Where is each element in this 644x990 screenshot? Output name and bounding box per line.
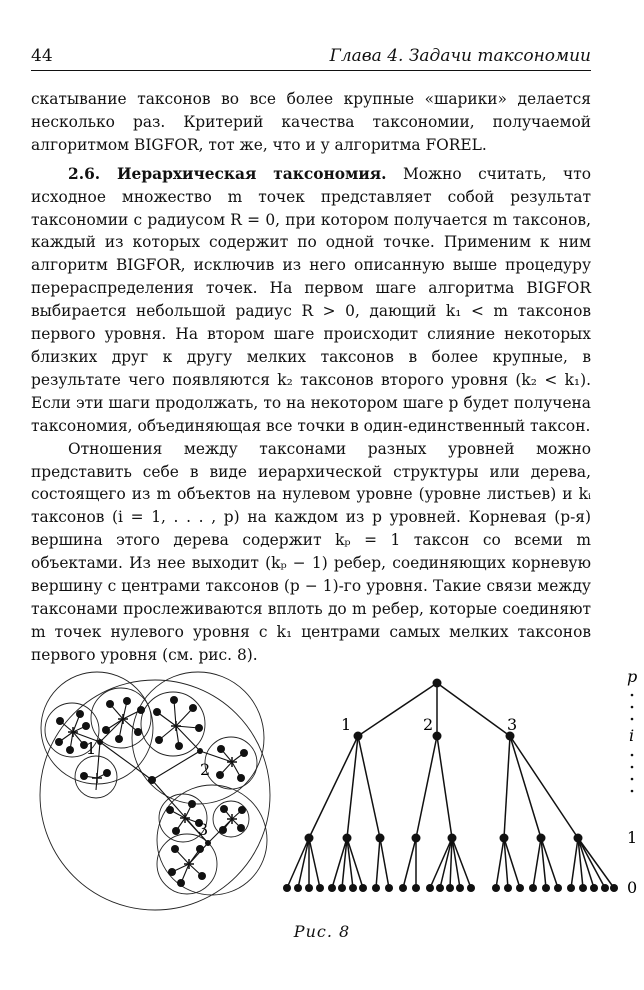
cluster-points: [55, 696, 248, 887]
page-number: 44: [31, 46, 53, 66]
tree-node-label-1: 1: [341, 715, 352, 734]
paragraph-section: [31, 163, 591, 438]
tree-node-label-3: 3: [507, 715, 518, 734]
figure-8: [0, 650, 644, 950]
chapter-title: Глава 4. Задачи таксономии: [329, 46, 591, 66]
hierarchy-tree: [287, 683, 614, 888]
level-label-p: p: [627, 667, 638, 686]
body-text: [31, 88, 591, 667]
figure-svg: [0, 650, 644, 950]
running-header: [31, 44, 591, 71]
tree-node-label-2: 2: [423, 715, 434, 734]
paragraph-continuation: скатывание таксонов во все более крупные «шарики» делается несколько раз. Критерий качества таксономии, получаемой алгоритмом BIGFOR, тот же, что и у алгоритма FOREL.: [31, 90, 591, 154]
level-label-0: 0: [627, 878, 638, 897]
cluster-1-circle: [41, 672, 153, 784]
level-label-1: 1: [627, 828, 638, 847]
tree-leaves: [283, 884, 618, 892]
cluster-diagram: [40, 672, 270, 910]
section-heading: 2.6. Иерархическая таксономия.: [68, 164, 387, 183]
section-text: Можно считать, что исходное множество m точек представляет собой результат таксономии с радиусом R = 0, при котором получается m таксонов, каждый из которых содержит по одной точке. Применим к ним алгоритм BIGFOR, исключив из него описанную выше процедуру перераспределения точек. На первом шаге алгоритма BIGFOR выбирается небольшой радиус R > 0, дающий k₁ < m таксонов первого уровня. На втором шаге происходит слияние некоторых близких друг к другу мелких таксонов в более крупные, в результате чего появляются k₂ таксонов второго уровня (k₂ < k₁). Если эти шаги продолжать, то на некотором шаге p будет получена таксономия, объединяющая все точки в один-единственный таксон.: [31, 164, 591, 435]
paragraph-relations: Отношения между таксонами разных уровней можно представить себе в виде иерархической структуры или дерева, состоящего из m объектов на нулевом уровне (уровне листьев) и kᵢ таксонов (i = 1, . . . , p) на каждом из p уровней. Корневая (p-я) вершина этого дерева содержит kₚ = 1 таксон со всеми m объектами. Из нее выходит (kₚ − 1) ребер, соединяющих корневую вершину с центрами таксонов (p − 1)-го уровня. Такие связи между таксонами прослеживаются вплоть до m ребер, которые соединяют m точек нулевого уровня с k₁ центрами самых мелких таксонов первого уровня (см. рис. 8).: [31, 439, 591, 664]
level-label-i: i: [629, 726, 635, 745]
figure-caption: Рис. 8: [293, 922, 351, 941]
cluster-label-1: 1: [86, 739, 97, 758]
cluster-label-2: 2: [200, 760, 211, 779]
cluster-label-3: 3: [198, 820, 209, 839]
